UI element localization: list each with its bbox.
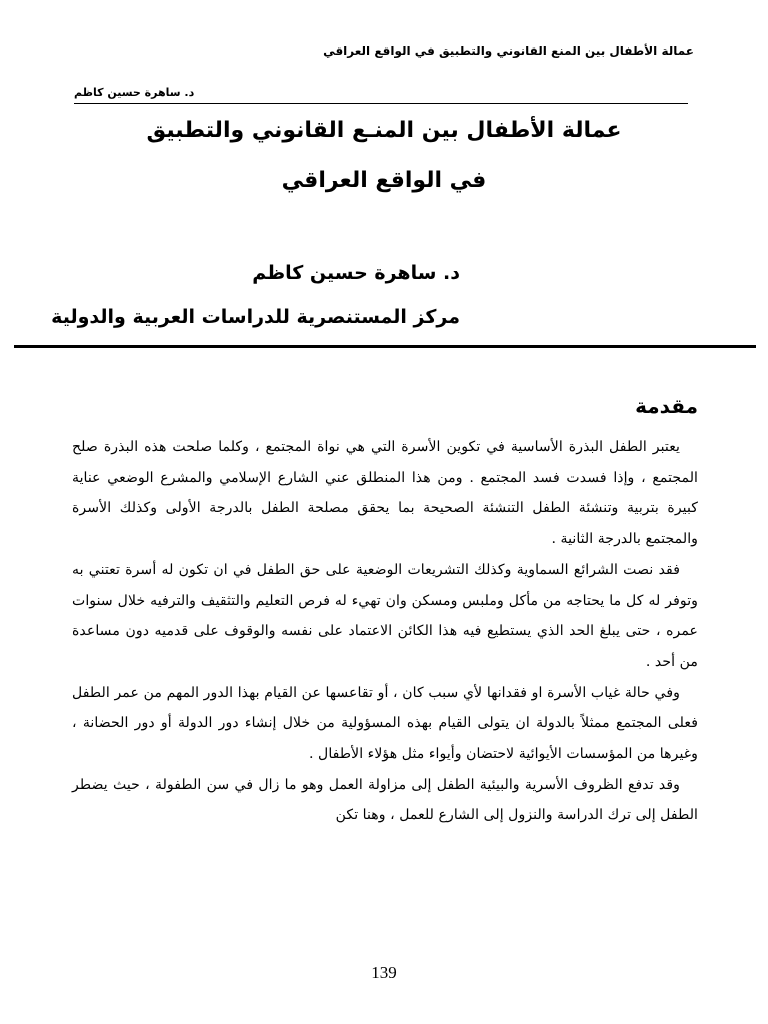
article-title-line-2: في الواقع العراقي [281,168,487,193]
header-divider [74,103,688,104]
paragraph: وقد تدفع الظروف الأسرية والبيئية الطفل إلى مزاولة العمل وهو ما زال في سن الطفولة ، حيث يضطر الطفل إلى ترك الدراسة والنزول إلى الشارع للعمل ، وهنا تكن [72,776,698,824]
author-affiliation: مركز المستنصرية للدراسات العربية والدولية [51,306,460,328]
running-header-title: عمالة الأطفال بين المنع القانوني والتطبيق في الواقع العراقي [323,44,694,58]
paragraph: يعتبر الطفل البذرة الأساسية في تكوين الأسرة التي هي نواة المجتمع ، وكلما صلحت هذه البذرة صلح المجتمع ، وإذا فسدت فسد المجتمع . ومن هذا المنطلق عني الشارع الإسلامي والمشرع الوضعي عناية كبيرة بتربية وتنشئة الطفل التنشئة الصحيحة بما يحقق مصلحة الطفل بالدرجة الأولى وكذلك الأسرة والمجتمع بالدرجة الثانية . [72,439,698,548]
article-title-line-1: عمالة الأطفال بين المنـع القانوني والتطبيق [146,118,622,143]
page-number: 139 [371,963,397,982]
section-heading: مقدمة [635,394,698,418]
author-name: د. ساهرة حسين كاظم [252,262,460,284]
paragraph: فقد نصت الشرائع السماوية وكذلك التشريعات الوضعية على حق الطفل في ان تكون له أسرة تعتني به وتوفر له كل ما يحتاجه من مأكل وملبس ومسكن وان تهيء له فرص التعليم والتثقيف والترفيه خلال سنوات عمره ، حتى يبلغ الحد الذي يستطيع فيه هذا الكائن الاعتماد على نفسه والوقوف على قدميه دون مساعدة من أحد . [72,561,698,670]
running-header-author: د. ساهرة حسين كاظم [74,86,195,99]
paragraph: وفي حالة غياب الأسرة او فقدانها لأي سبب كان ، أو تقاعسها عن القيام بهذا الدور المهم من عمر الطفل فعلى المجتمع ممثلاً بالدولة ان يتولى القيام بهذه المسؤولية من خلال إنشاء دور الدولة أو دور الحضانة ، وغيرها من المؤسسات الأيوائية لاحتضان وأيواء مثل هؤلاء الأطفال . [72,684,698,763]
body-text [72,432,698,831]
title-divider [14,345,756,348]
